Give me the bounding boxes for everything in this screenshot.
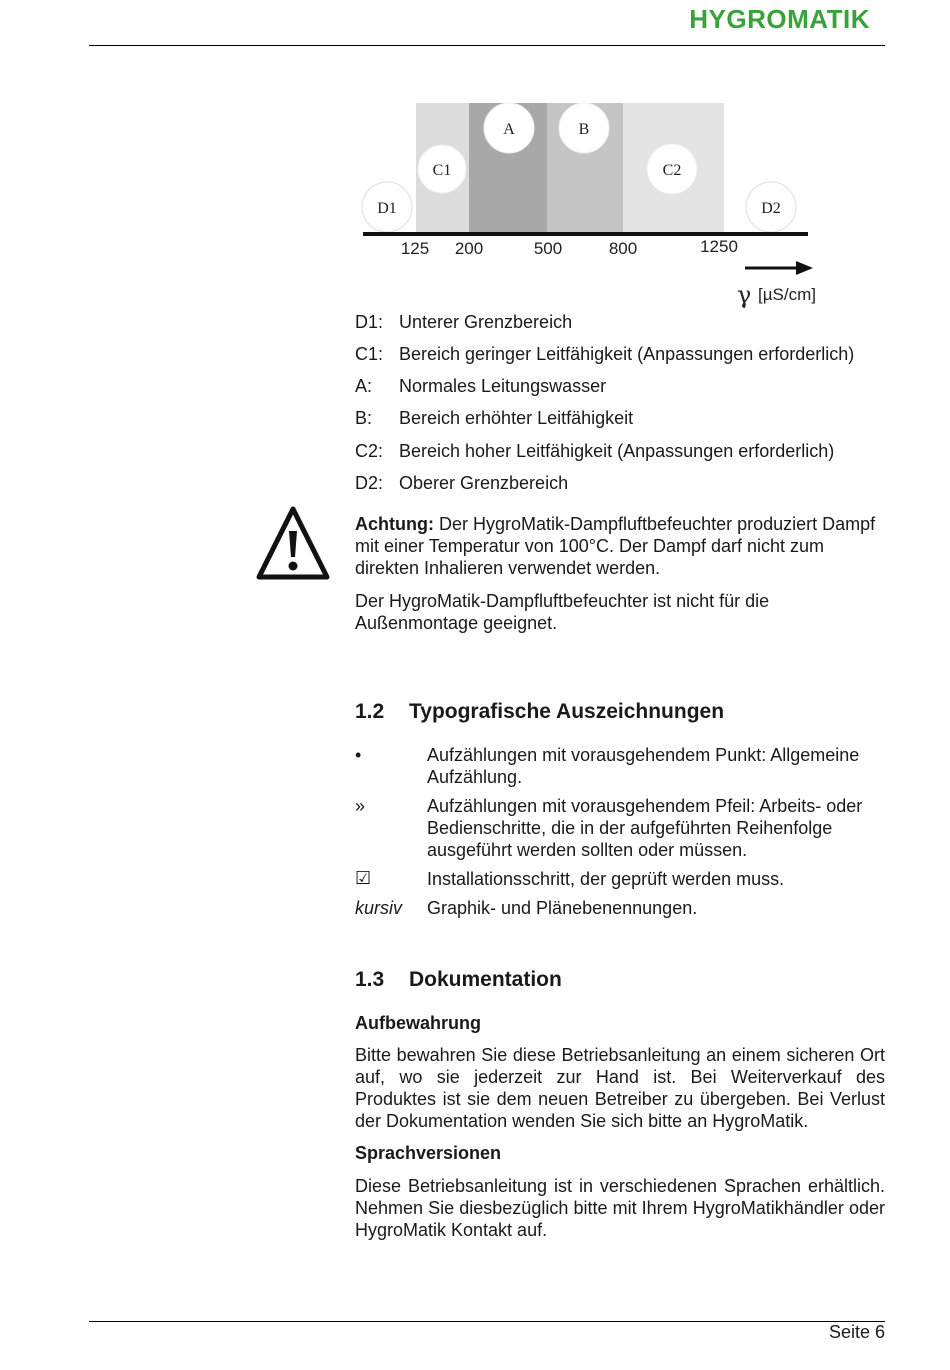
list-item-arrow [355, 795, 885, 861]
warning-icon [256, 505, 330, 581]
legend-key: B: [355, 408, 373, 428]
legend-row-b [355, 408, 633, 429]
legend-row-c2 [355, 441, 834, 462]
legend-text: Bereich hoher Leitfähigkeit (Anpassungen erforderlich) [399, 441, 835, 461]
zone-label-c1: C1 [432, 162, 452, 179]
sprachversionen-text: Diese Betriebsanleitung ist in verschiedenen Sprachen erhältlich. Nehmen Sie diesbezüglich bitte mit Ihrem HygroMatikhändler oder HygroMatik Kontakt auf. [355, 1176, 885, 1240]
section-number: 1.2 [355, 700, 385, 723]
legend-key: C2: [355, 441, 384, 461]
warning-text [355, 513, 885, 579]
zone-label-a: A [503, 121, 515, 138]
outdoor-note: Der HygroMatik-Dampfluftbefeuchter ist nicht für die Außenmontage geeignet. [355, 591, 770, 633]
italic-marker: kursiv [355, 898, 403, 918]
legend-text: Bereich erhöhter Leitfähigkeit [399, 408, 634, 428]
zone-label-d1: D1 [377, 200, 397, 217]
warning-body: Der HygroMatik-Dampfluftbefeuchter produziert Dampf mit einer Temperatur von 100°C. Der Dampf darf nicht zum direkten Inhalieren verwendet werden. [355, 514, 876, 578]
gamma-symbol: γ [737, 281, 752, 309]
legend-row-d2 [355, 473, 568, 494]
list-item-text: Aufzählungen mit vorausgehendem Punkt: Allgemeine Aufzählung. [427, 745, 860, 787]
list-item-text: Graphik- und Plänebenennungen. [427, 898, 698, 918]
list-item-bullet [355, 744, 885, 788]
section-number: 1.3 [355, 968, 385, 991]
section-title: Dokumentation [409, 968, 562, 991]
tick-125: 125 [400, 239, 430, 258]
direction-arrow-head [796, 261, 813, 275]
bullet-marker: • [355, 745, 362, 765]
footer-rule [89, 1321, 885, 1322]
section-heading-1-3 [355, 968, 562, 992]
list-item-italic [355, 897, 885, 919]
unit-label: [µS/cm] [758, 285, 816, 304]
tick-200: 200 [454, 239, 484, 258]
zone-label-d2: D2 [761, 200, 781, 217]
header-rule [89, 45, 885, 46]
section-title: Typografische Auszeichnungen [409, 700, 725, 723]
tick-800: 800 [608, 239, 638, 258]
zone-label-c2: C2 [662, 162, 682, 179]
legend-text: Bereich geringer Leitfähigkeit (Anpassungen erforderlich) [399, 344, 855, 364]
legend-text: Oberer Grenzbereich [399, 473, 569, 493]
arrow-marker: » [355, 796, 366, 816]
subheading-aufbewahrung: Aufbewahrung [355, 1013, 481, 1033]
list-item-text: Installationsschritt, der geprüft werden muss. [427, 869, 785, 889]
legend-key: D2: [355, 473, 384, 493]
hygromatik-logo: HYGROMATIK [689, 4, 870, 34]
conductivity-diagram [355, 95, 835, 310]
legend-row-c1 [355, 344, 854, 365]
legend-key: A: [355, 376, 373, 396]
legend-text: Normales Leitungswasser [399, 376, 607, 396]
zone-label-b: B [578, 121, 590, 138]
legend-text: Unterer Grenzbereich [399, 312, 573, 332]
legend-key: D1: [355, 312, 384, 332]
legend-row-d1 [355, 312, 572, 333]
list-item-text: Aufzählungen mit vorausgehendem Pfeil: Arbeits- oder Bedienschritte, die in der aufgeführten Reihenfolge ausgeführt werden sollten oder müssen. [427, 796, 863, 860]
page-number: Seite 6 [828, 1322, 885, 1342]
section-heading-1-2 [355, 700, 724, 724]
warning-label: Achtung: [355, 514, 434, 534]
legend-key: C1: [355, 344, 384, 364]
legend-row-a [355, 376, 606, 397]
tick-500: 500 [533, 239, 563, 258]
list-item-checkbox [355, 868, 885, 890]
checkbox-icon: ☑ [355, 868, 372, 889]
subheading-sprachversionen: Sprachversionen [355, 1143, 502, 1163]
tick-1250: 1250 [700, 237, 738, 256]
aufbewahrung-text: Bitte bewahren Sie diese Betriebsanleitung an einem sicheren Ort auf, wo sie jederzeit zur Hand ist. Bei Weiterverkauf des Produktes ist sie dem neuen Betreiber zu übergeben. Bei Verlust der Dokumentation wenden Sie sich bitte an HygroMatik. [355, 1045, 885, 1131]
